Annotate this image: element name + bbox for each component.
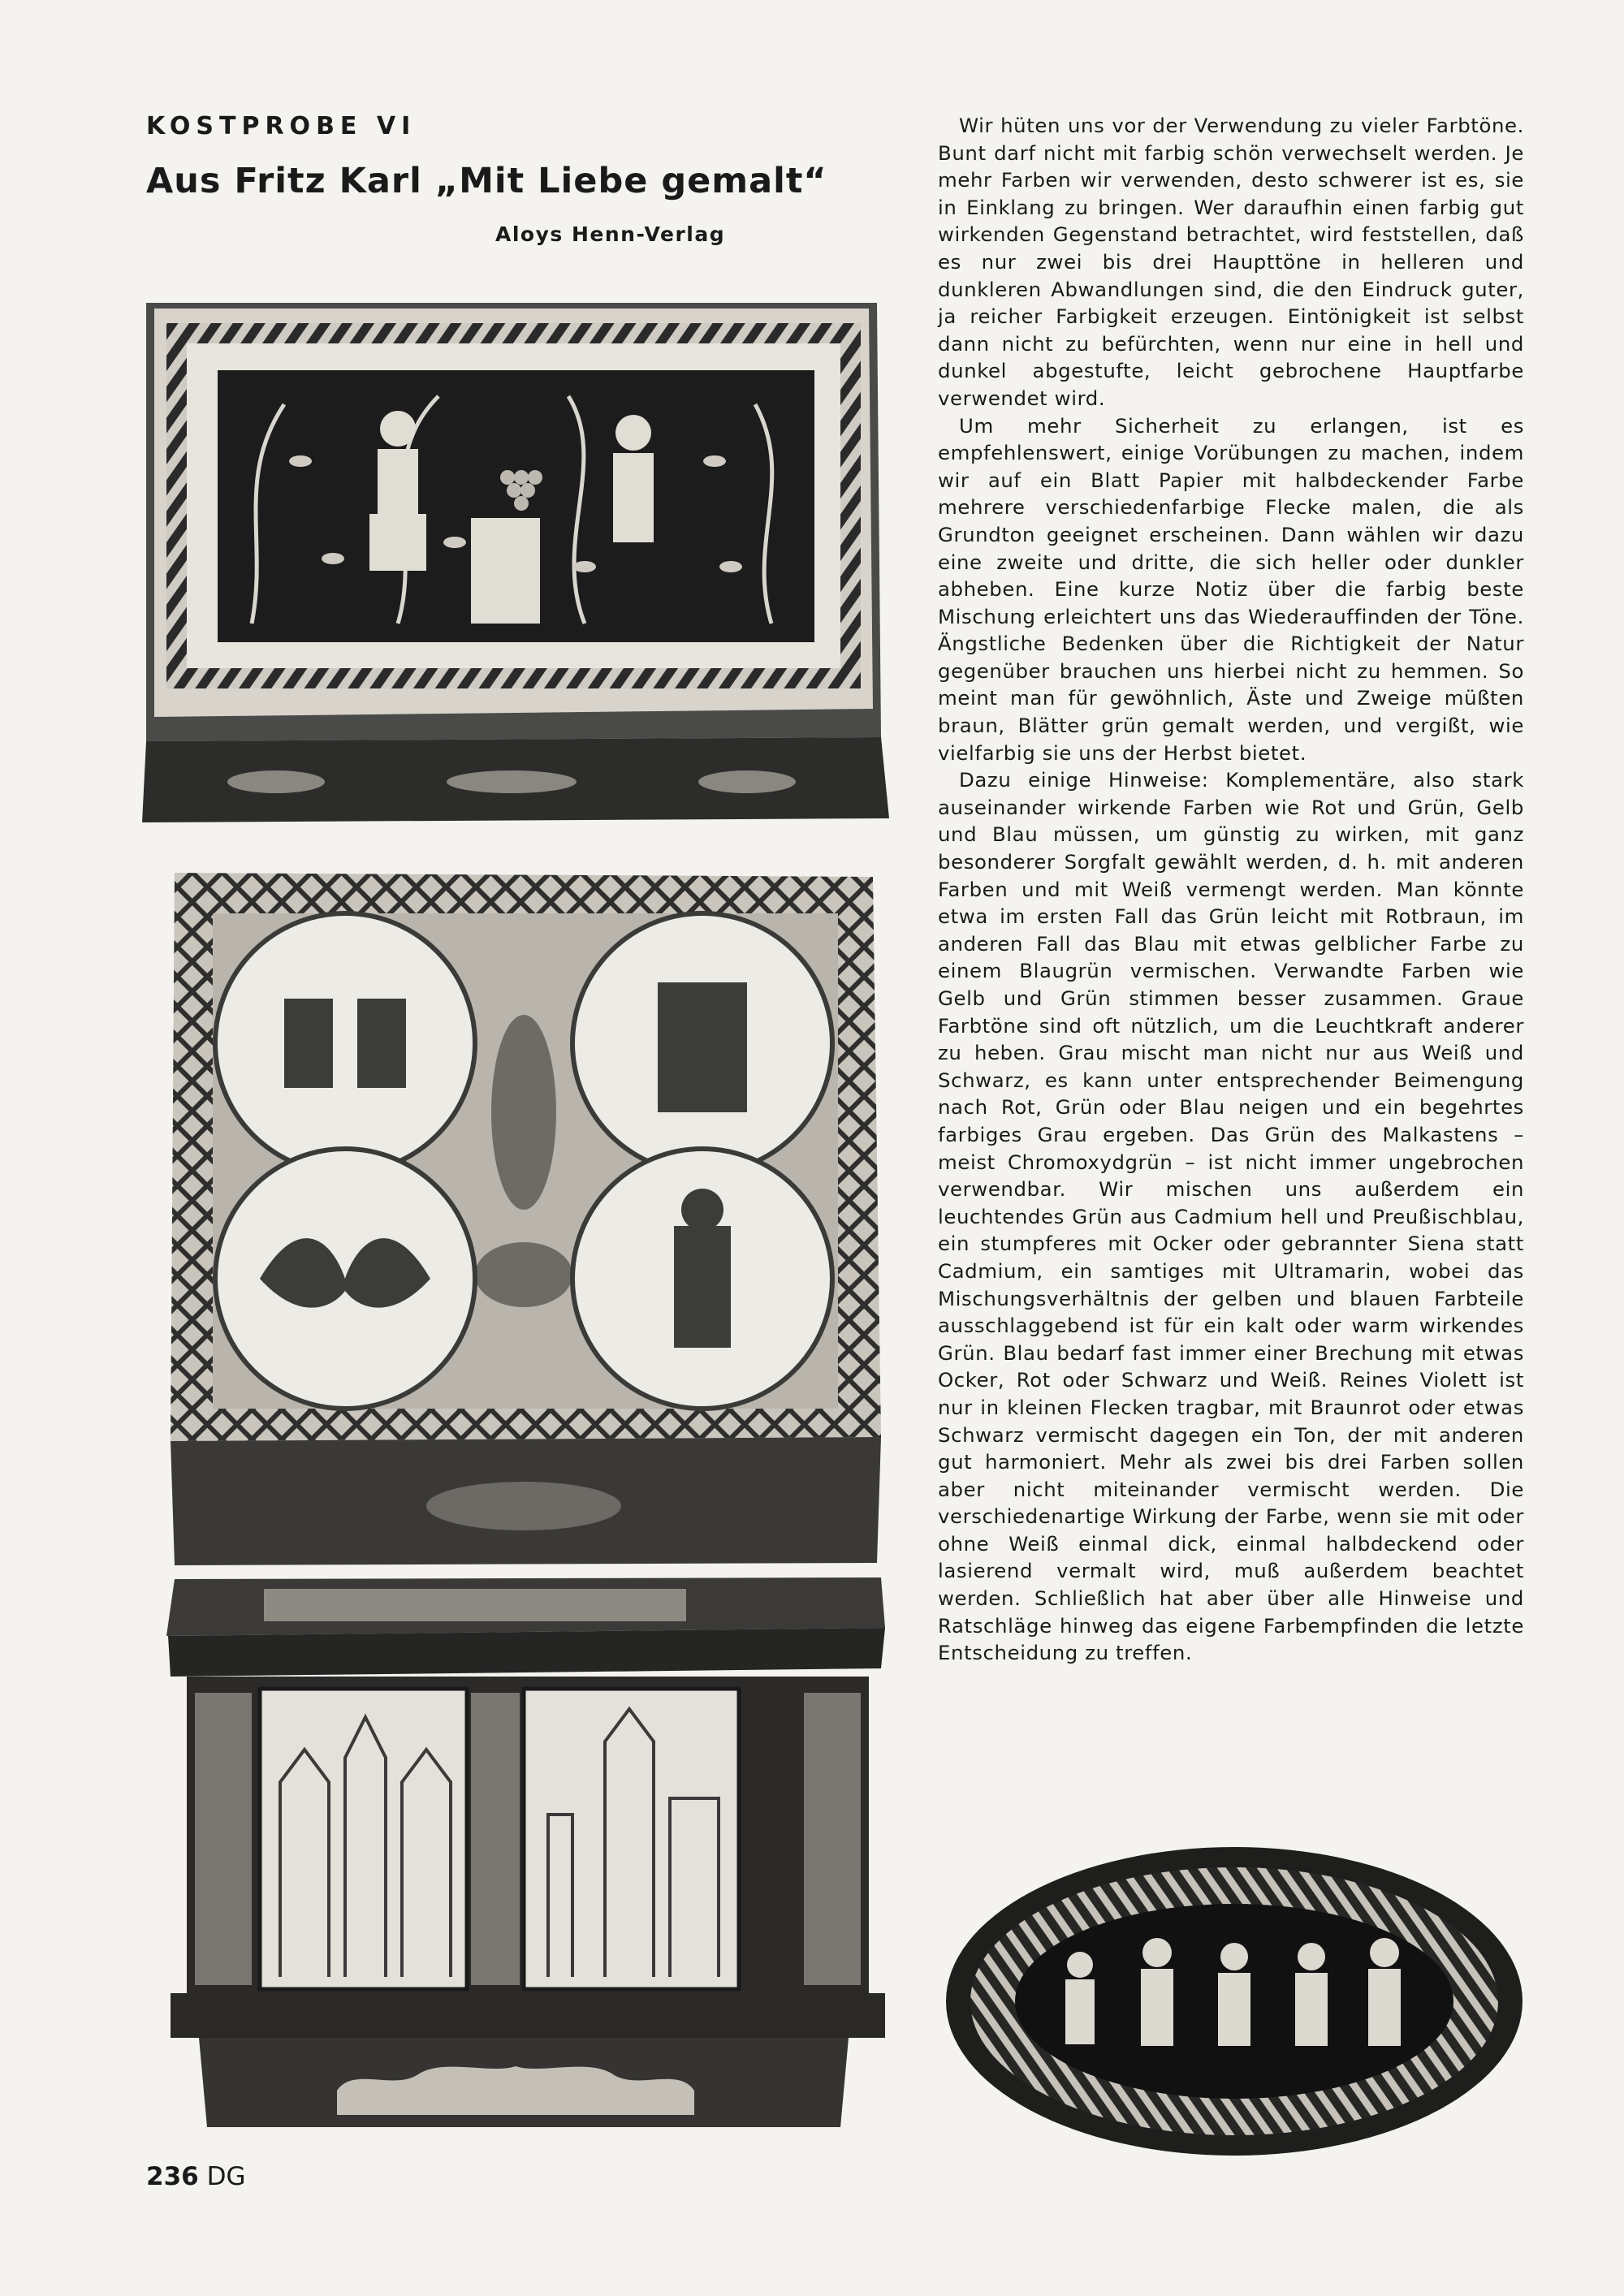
painted-chest-town-views-photo	[150, 1571, 897, 2131]
painted-box-vine-harvest-photo	[130, 299, 893, 822]
painted-box-four-medallions-photo	[162, 869, 885, 1567]
article-body	[938, 112, 1524, 1667]
body-paragraph: Dazu einige Hinweise: Komplementäre, also stark auseinander wirkende Farben wie Rot und Grün, Gelb und Blau müssen, um günstig zu wirken, mit ganz besonderer Sorgfalt gewählt werden, d. h. mit anderen Farben und mit Weiß vermengt werden. Man könnte etwa im ersten Fall das Grün leicht mit Rotbraun, im anderen Fall das Blau mit etwas gelblicher Farbe zu einem Blaugrün vermischen. Verwandte Farben wie Gelb und Grün stimmen besser zusammen. Graue Farbtöne sind oft nützlich, um die Leuchtkraft anderer zu heben. Grau mischt man nicht nur aus Weiß und Schwarz, es kann unter entsprechender Beimengung nach Rot, Grün oder Blau neigen und ein begehrtes farbiges Grau ergeben. Das Grün des Malkastens – meist Chromoxydgrün – ist nicht immer ungebrochen verwendbar. Wir mischen uns außerdem ein leuchtendes Grün aus Cadmium hell und Preußischblau, ein stumpferes mit Ocker oder gebrannter Siena statt Cadmium, ein samtiges mit Ultramarin, wobei das Mischungsverhältnis der gelben und blauen Farbteile ausschlaggebend ist für ein kalt oder warm wirkendes Grün. Blau bedarf fast immer einer Brechung mit etwas Ocker, Rot oder Schwarz und Weiß. Reines Violett ist nur in kleinen Flecken tragbar, mit Braunrot oder etwas Schwarz vermischt dagegen ein Ton, der mit anderen gut harmoniert. Mehr als zwei bis drei Farben sollen aber nicht miteinander vermischt werden. Die verschiedenartige Wirkung der Farbe, wenn sie mit oder ohne Weiß einmal dick, einmal halbdeckend oder lasierend vermalt wird, muß außerdem beachtet werden. Schließlich hat aber über alle Hinweise und Ratschläge hinweg das eigene Farbempfinden die letzte Entscheidung zu treffen.	[938, 768, 1524, 1665]
section-kicker: KOSTPROBE VI	[146, 112, 417, 140]
body-paragraph: Um mehr Sicherheit zu erlangen, ist es empfehlenswert, einige Vorübungen zu machen, indem wir auf ein Blatt Papier mit halbdeckender Farbe mehrere verschiedenfarbige Flecke malen, die als Grundton geeignet erscheinen. Dann wählen wir dazu eine zweite und dritte, die sich heller oder dunkler abheben. Eine kurze Notiz über die farbig beste Mischung erleichtert uns das Wiederauffinden der Töne. Ängstliche Bedenken über die Richtigkeit der Natur gegenüber brauchen uns hierbei nicht zu hemmen. So meint man für gewöhnlich, Äste und Zweige müßten braun, Blätter grün gemalt werden, und vergißt, wie vielfarbig sie uns der Herbst bietet.	[938, 413, 1524, 765]
article-title: Aus Fritz Karl „Mit Liebe gemalt“	[146, 161, 827, 201]
journal-abbreviation: DG	[206, 2162, 246, 2191]
body-paragraph: Wir hüten uns vor der Verwendung zu vieler Farbtöne. Bunt darf nicht mit farbig schön verwechselt werden. Je mehr Farben wir verwenden, desto schwerer ist es, sie in Einklang zu bringen. Wer daraufhin einen farbig gut wirkenden Gegenstand betrachtet, wird feststellen, daß es nur zwei bis drei Haupttöne in helleren und dunkleren Abwandlungen sind, die den Eindruck guter, ja reicher Farbigkeit erzeugen. Eintönigkeit ist selbst dann nicht zu befürchten, wenn nur eine in hell und dunkel abgestufte, leicht gebrochene Hauptfarbe verwendet wird.	[938, 114, 1524, 410]
oval-box-figures-photo	[942, 1843, 1527, 2160]
page-number: 236	[146, 2162, 199, 2191]
publisher-credit: Aloys Henn-Verlag	[495, 222, 726, 246]
page-footer	[146, 2162, 245, 2191]
